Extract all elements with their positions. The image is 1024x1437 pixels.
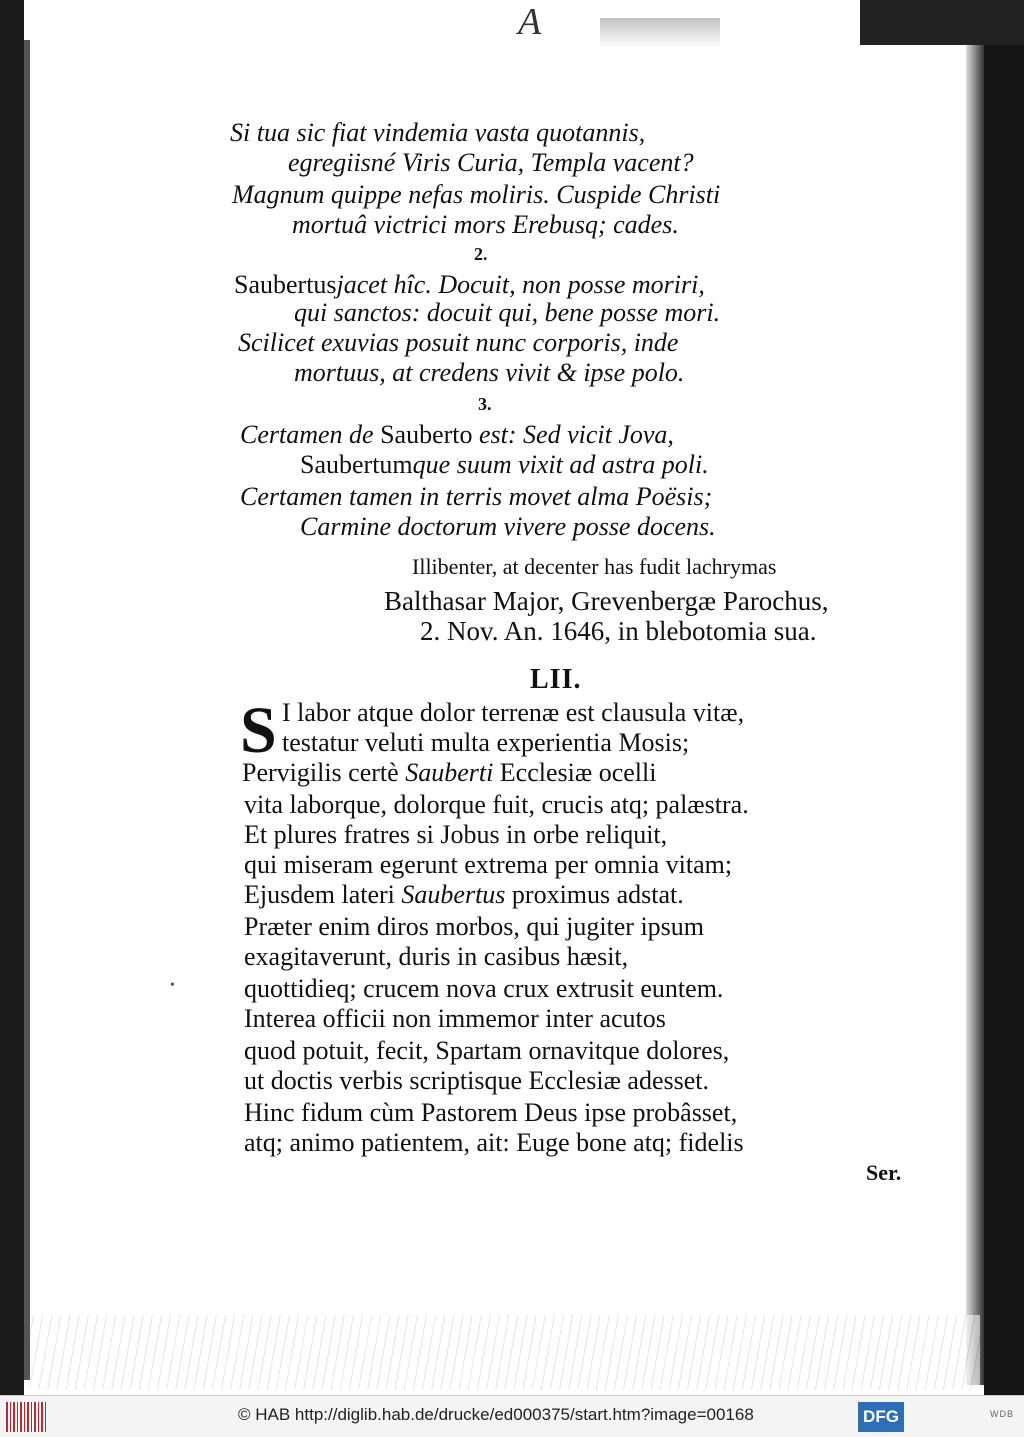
drop-cap: S (240, 694, 277, 767)
poem52-line-15: atq; animo patientem, ait: Euge bone atq; fidelis (244, 1128, 744, 1157)
poem52-line-7-name: Saubertus (401, 880, 506, 909)
poem3-line-3: Certamen tamen in terris movet alma Poësis; (240, 482, 713, 511)
poem3-line-1-name: Sauberto (380, 420, 473, 449)
poem3-line-2-name: Saubertum (300, 450, 413, 479)
poem2-line-4: mortuus, at credens vivit & ipse polo. (294, 358, 685, 387)
page-signature-letter: A (518, 1, 542, 43)
stray-mark: • (170, 978, 175, 993)
poem52-line-12: quod potuit, fecit, Spartam ornavitque dolores, (244, 1036, 730, 1065)
poem2-line-2: qui sanctos: docuit qui, bene posse mori. (294, 298, 721, 327)
poem1-line-1: Si tua sic fiat vindemia vasta quotannis, (230, 118, 646, 147)
poem52-line-2: testatur veluti multa experientia Mosis; (282, 728, 690, 757)
scan-edge-right-shadow (966, 30, 984, 1385)
poem52-line-3-a: Pervigilis certè (242, 758, 406, 787)
scan-fold-shadow (600, 18, 720, 48)
poem52-line-3-name: Sauberti (405, 758, 494, 787)
poem52-line-14: Hinc fidum cùm Pastorem Deus ipse probâsset, (244, 1098, 738, 1127)
poem52-line-11: Interea officii non immemor inter acutos (244, 1004, 666, 1033)
poem3-line-2-rest: que suum vixit ad astra poli. (412, 450, 709, 479)
poem52-line-7-a: Ejusdem lateri (244, 880, 402, 909)
poem52-line-9: exagitaverunt, duris in casibus hæsit, (244, 942, 629, 971)
scan-edge-top (860, 0, 1024, 45)
poem52-line-5: Et plures fratres si Jobus in orbe reliquit, (244, 820, 668, 849)
poem1-line-4: mortuâ victrici mors Erebusq; cades. (292, 210, 679, 239)
section-heading: LII. (530, 664, 582, 695)
poem2-line-1-name: Saubertus (234, 270, 337, 299)
poem1-line-3: Magnum quippe nefas moliris. Cuspide Christi (232, 180, 721, 209)
poem52-line-7-b: proximus adstat. (505, 880, 684, 909)
hab-barcode-logo[interactable] (6, 1402, 46, 1432)
poem52-line-6: qui miseram egerunt extrema per omnia vitam; (244, 850, 733, 879)
poem52-line-8: Præter enim diros morbos, qui jugiter ipsum (244, 912, 705, 941)
poem2-line-3: Scilicet exuvias posuit nunc corporis, inde (238, 328, 679, 357)
poem2-line-1-rest: jacet hîc. Docuit, non posse moriri, (336, 270, 705, 299)
poem-number-2: 2. (474, 244, 488, 264)
poem52-line-7 (244, 880, 684, 910)
wdb-label: WDB (990, 1409, 1014, 1419)
signature-line-2: Balthasar Major, Grevenbergæ Parochus, (384, 586, 829, 616)
poem3-line-4: Carmine doctorum vivere posse docens. (300, 512, 716, 541)
source-url[interactable]: © HAB http://diglib.hab.de/drucke/ed000375/start.htm?image=00168 (238, 1405, 754, 1424)
scan-edge-right (984, 0, 1024, 1395)
poem52-line-13: ut doctis verbis scriptisque Ecclesiæ adesset. (244, 1066, 710, 1095)
poem52-line-3 (242, 758, 656, 788)
poem52-line-3-b: Ecclesiæ ocelli (493, 758, 657, 787)
poem3-line-2 (300, 450, 709, 480)
catchword: Ser. (866, 1160, 902, 1185)
poem52-line-4: vita laborque, dolorque fuit, crucis atq; palæstra. (244, 790, 749, 819)
dfg-logo[interactable]: DFG (858, 1402, 904, 1432)
signature-line-3: 2. Nov. An. 1646, in blebotomia sua. (420, 616, 817, 646)
scan-bottom-noise (30, 1315, 980, 1390)
signature-line-1: Illibenter, at decenter has fudit lachrymas (412, 554, 777, 579)
poem2-line-1 (234, 270, 705, 300)
poem52-line-1: I labor atque dolor terrenæ est clausula vitæ, (282, 698, 745, 727)
poem3-line-1-rest: est: Sed vicit Jova, (472, 420, 674, 449)
poem52-line-10: quottidieq; crucem nova crux extrusit euntem. (244, 974, 724, 1003)
poem1-line-2: egregiisné Viris Curia, Templa vacent? (288, 148, 694, 177)
poem3-line-1 (240, 420, 674, 450)
poem-number-3: 3. (478, 394, 492, 414)
poem3-line-1-pre: Certamen de (240, 420, 381, 449)
scan-edge-left (0, 0, 24, 1395)
viewer-footer (0, 1395, 1024, 1437)
scan-edge-left-shadow (24, 40, 30, 1380)
